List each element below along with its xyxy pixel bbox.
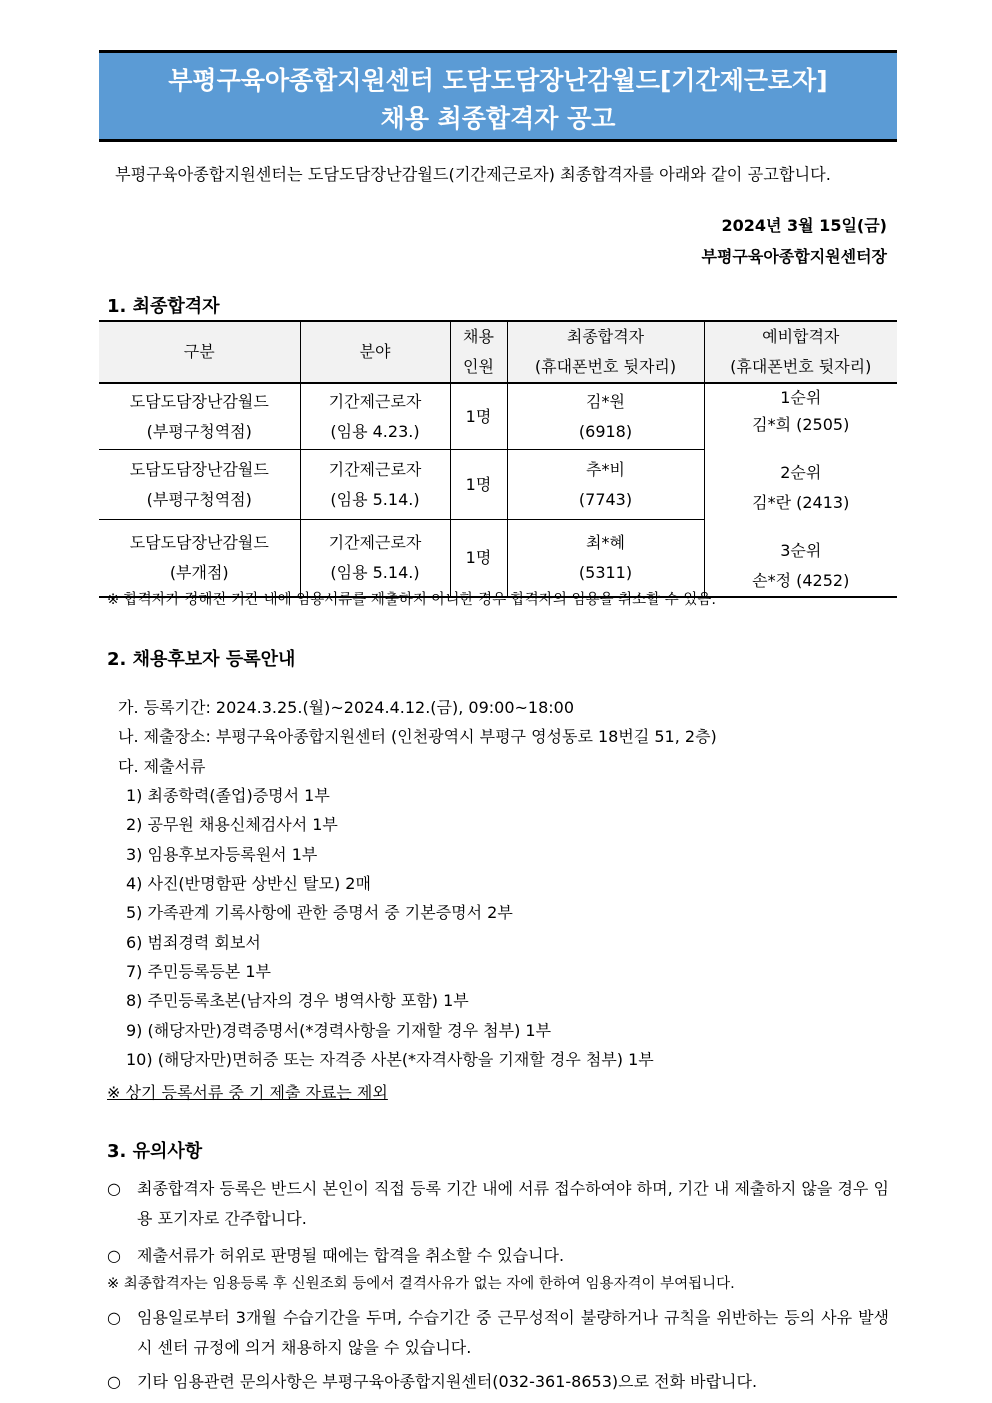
reserve-cell xyxy=(704,383,897,597)
document-item: 9) (해당자만)경력증명서(*경력사항을 기재할 경우 첨부) 1부 xyxy=(126,1021,552,1040)
document-item: 3) 임용후보자등록원서 1부 xyxy=(126,845,318,864)
reserve-rank: 2순위 xyxy=(780,463,822,482)
results-table xyxy=(99,320,897,598)
reserve-person: 김*란 (2413) xyxy=(752,493,850,512)
notice-text: 임용일로부터 3개월 수습기간을 두며, 수습기간 중 근무성적이 불량하거나 규칙을 위반하는 등의 사유 발생시 센터 규정에 의거 채용하지 않을 수 있습니다. xyxy=(137,1308,889,1357)
document-item: 4) 사진(반명함판 상반신 탈모) 2매 xyxy=(126,874,371,893)
col-hire-count: 채용 인원 xyxy=(450,321,507,383)
section1-note: ※ 합격자가 정해진 기간 내에 임용서류를 제출하지 아니한 경우 합격자의 임용을 취소할 수 있음. xyxy=(107,592,716,608)
document-item: 2) 공무원 채용신체검사서 1부 xyxy=(126,815,338,834)
count-cell: 1명 xyxy=(450,383,507,450)
notice-text: 제출서류가 허위로 판명될 때에는 합격을 취소할 수 있습니다. xyxy=(137,1246,565,1265)
section3-heading: 3. 유의사항 xyxy=(107,1141,203,1162)
document-item: 6) 범죄경력 회보서 xyxy=(126,933,261,952)
submission-place: 나. 제출장소: 부평구육아종합지원센터 (인천광역시 부평구 영성동로 18번길 51, 2층) xyxy=(118,727,717,746)
title-line-2: 채용 최종합격자 공고 xyxy=(380,104,616,133)
division-cell: 도담도담장난감월드 (부평구청역점) xyxy=(99,383,300,450)
circle-bullet-icon: ○ xyxy=(107,1372,121,1391)
field-cell: 기간제근로자 (임용 5.14.) xyxy=(300,450,450,520)
field-cell: 기간제근로자 (임용 4.23.) xyxy=(300,383,450,450)
registration-period: 가. 등록기간: 2024.3.25.(월)~2024.4.12.(금), 09:00~18:00 xyxy=(118,698,575,717)
document-item: 5) 가족관계 기록사항에 관한 증명서 중 기본증명서 2부 xyxy=(126,903,513,922)
final-cell: 김*원 (6918) xyxy=(507,383,704,450)
reserve-person: 손*정 (4252) xyxy=(752,571,850,590)
circle-bullet-icon: ○ xyxy=(107,1179,121,1198)
document-item: 1) 최종학력(졸업)증명서 1부 xyxy=(126,786,330,805)
documents-title: 다. 제출서류 xyxy=(118,757,206,776)
division-cell: 도담도담장난감월드 (부개점) xyxy=(99,520,300,597)
title-banner xyxy=(99,50,897,142)
section3-note: ※ 최종합격자는 임용등록 후 신원조회 등에서 결격사유가 없는 자에 한하여 임용자격이 부여됩니다. xyxy=(107,1276,735,1292)
col-reserve: 예비합격자 (휴대폰번호 뒷자리) xyxy=(704,321,897,383)
reserve-person: 김*희 (2505) xyxy=(752,415,850,434)
document-item: 8) 주민등록초본(남자의 경우 병역사항 포함) 1부 xyxy=(126,991,469,1010)
final-cell: 최*혜 (5311) xyxy=(507,520,704,597)
final-cell: 추*비 (7743) xyxy=(507,450,704,520)
section2-heading: 2. 채용후보자 등록안내 xyxy=(107,649,296,670)
announcement-date: 2024년 3월 15일(금) xyxy=(721,216,887,235)
col-final: 최종합격자 (휴대폰번호 뒷자리) xyxy=(507,321,704,383)
count-cell: 1명 xyxy=(450,520,507,597)
title-line-1: 부평구육아종합지원센터 도담도담장난감월드[기간제근로자] xyxy=(168,66,828,95)
signer: 부평구육아종합지원센터장 xyxy=(701,247,887,266)
count-cell: 1명 xyxy=(450,450,507,520)
document-item: 10) (해당자만)면허증 또는 자격증 사본(*자격사항을 기재할 경우 첨부) 1부 xyxy=(126,1050,654,1069)
circle-bullet-icon: ○ xyxy=(107,1246,121,1265)
circle-bullet-icon: ○ xyxy=(107,1308,121,1327)
notice-item xyxy=(107,1303,889,1363)
notice-text: 최종합격자 등록은 반드시 본인이 직접 등록 기간 내에 서류 접수하여야 하며, 기간 내 제출하지 않을 경우 임용 포기자로 간주합니다. xyxy=(137,1179,889,1228)
section1-heading: 1. 최종합격자 xyxy=(107,296,220,317)
notice-item xyxy=(107,1241,889,1271)
table-row xyxy=(99,383,897,450)
intro-paragraph: 부평구육아종합지원센터는 도담도담장난감월드(기간제근로자) 최종합격자를 아래와 같이 공고합니다. xyxy=(115,165,831,184)
reserve-rank: 1순위 xyxy=(780,388,822,407)
notice-item xyxy=(107,1367,889,1397)
table-header-row xyxy=(99,321,897,383)
reserve-rank: 3순위 xyxy=(780,541,822,560)
notice-text: 기타 임용관련 문의사항은 부평구육아종합지원센터(032-361-8653)으로 전화 바랍니다. xyxy=(137,1372,758,1391)
exclude-note: ※ 상기 등록서류 중 기 제출 자료는 제외 xyxy=(107,1083,388,1102)
col-division: 구분 xyxy=(99,321,300,383)
col-field: 분야 xyxy=(300,321,450,383)
document-item: 7) 주민등록등본 1부 xyxy=(126,962,271,981)
field-cell: 기간제근로자 (임용 5.14.) xyxy=(300,520,450,597)
notice-item xyxy=(107,1174,889,1234)
division-cell: 도담도담장난감월드 (부평구청역점) xyxy=(99,450,300,520)
